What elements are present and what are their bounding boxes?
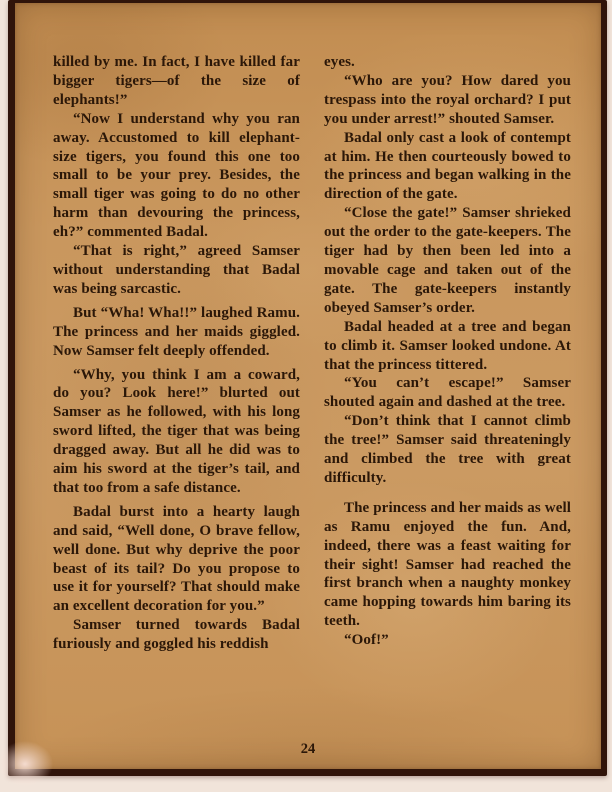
story-paragraph: “You can’t escape!” Samser shouted again and dashed at the tree. bbox=[324, 375, 571, 411]
left-column bbox=[53, 53, 300, 753]
story-paragraph: Badal only cast a look of contempt at him. He then courteously bowed to the princess and began walking in the direction of the gate. bbox=[324, 129, 571, 203]
story-paragraph: “Now I understand why you ran away. Accustomed to kill elephant-size tigers, you found this one too small to be your prey. Besides, the small tiger was going to do no other harm than devouring the princess, eh?” commented Badal. bbox=[53, 110, 300, 241]
story-paragraph: “Why, you think I am a coward, do you? Look here!” blurted out Samser as he followed, with his long sword lifted, the tiger that was being dragged away. But all he did was to aim his sword at the tiger’s tail, and that too from a safe distance. bbox=[53, 366, 300, 496]
text-columns bbox=[53, 53, 571, 753]
story-paragraph: “Oof!” bbox=[344, 632, 389, 649]
right-column bbox=[324, 53, 571, 753]
story-paragraph: Badal burst into a hearty laugh and said, “Well done, O brave fellow, well done. But why deprive the poor beast of its tail? Do you propose to use it for yourself? That should make an excellent decoration for you.” bbox=[53, 503, 300, 615]
story-paragraph: Badal headed at a tree and began to climb it. Samser looked undone. At that the princess tittered. bbox=[324, 318, 571, 373]
story-paragraph: The princess and her maids as well as Ramu enjoyed the fun. And, indeed, there was a feast waiting for their sight! Samser had reached the first branch when a naughty monkey came hopping towards him baring its teeth. bbox=[324, 499, 571, 630]
page-dark-border bbox=[8, 0, 607, 776]
story-paragraph: “Close the gate!” Samser shrieked out the order to the gate-keepers. The tiger had by then been led into a movable cage and taken out of the gate. The gate-keepers instantly obeyed Samser’s order. bbox=[324, 205, 571, 316]
story-paragraph: killed by me. In fact, I have killed far bigger tigers—of the size of elephants!” bbox=[53, 54, 300, 108]
page-number: 24 bbox=[300, 741, 316, 757]
story-paragraph: “That is right,” agreed Samser without understanding that Badal was being sarcastic. bbox=[53, 243, 300, 297]
story-paragraph: Samser turned towards Badal furiously and goggled his reddish bbox=[53, 617, 300, 653]
story-paragraph: “Who are you? How dared you trespass into the royal orchard? I put you under arrest!” shouted Samser. bbox=[324, 72, 571, 127]
story-paragraph: But “Wha! Wha!!” laughed Ramu. The princess and her maids giggled. Now Samser felt deeply offended. bbox=[53, 304, 300, 359]
story-paragraph: eyes. bbox=[324, 54, 355, 70]
book-page bbox=[15, 3, 601, 769]
story-paragraph: “Don’t think that I cannot climb the tree!” Samser said threateningly and climbed the tree with great difficulty. bbox=[324, 413, 571, 486]
